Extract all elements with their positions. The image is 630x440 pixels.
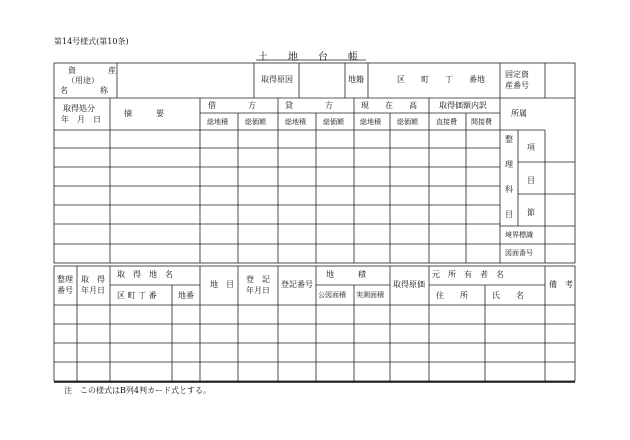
land-category-label: 地 目 xyxy=(210,280,234,289)
former-owner-label: 元 所 有 者 名 xyxy=(432,270,504,279)
history-date-label-2: 年 月 日 xyxy=(61,115,101,124)
current-value-total: 総価額 xyxy=(397,118,418,126)
category-char-1: 整 xyxy=(505,135,513,144)
debit-label: 借 方 xyxy=(208,101,256,110)
public-area-label: 公図面積 xyxy=(318,291,346,299)
map-number-label: 図面番号 xyxy=(505,249,533,257)
upper-frame xyxy=(54,63,575,263)
registration-label-2: 年月日 xyxy=(246,286,270,295)
debit-area-total: 総地積 xyxy=(207,118,228,126)
credit-area-total: 総地積 xyxy=(285,118,306,126)
indirect-cost: 間接費 xyxy=(471,118,492,126)
asset-label-2: （用途） xyxy=(67,76,99,85)
serial-label-2: 番号 xyxy=(57,286,73,295)
item-label: 項 xyxy=(527,143,535,152)
parcel-label: 取 得 地 名 xyxy=(117,270,173,279)
lower-frame xyxy=(54,266,575,381)
affiliation-label: 所属 xyxy=(511,109,527,118)
location-label: 地籍 xyxy=(348,75,364,84)
form-number: 第14号様式(第10条) xyxy=(54,37,129,46)
owner-address-label: 住 所 xyxy=(436,291,468,300)
registry-number-label: 登記番号 xyxy=(281,280,313,289)
reason-label: 取得原因 xyxy=(261,75,293,84)
owner-name-label: 氏 名 xyxy=(492,291,524,300)
acq-cost-label: 取得原価 xyxy=(393,280,425,289)
lot-number-label: 地番 xyxy=(178,291,194,300)
asset-label-3: 名 称 xyxy=(60,86,108,95)
boundary-marker-label: 境界標識 xyxy=(505,231,533,239)
asset-label-1: 資 産 xyxy=(68,66,116,75)
category-char-2: 理 xyxy=(505,160,513,169)
footer-note: 注 この様式はB列4判カード式とする。 xyxy=(64,386,211,395)
serial-label-1: 整理 xyxy=(57,275,73,284)
asset-number-label-2: 産番号 xyxy=(505,81,529,90)
cost-breakdown-label: 取得価額内訳 xyxy=(439,101,487,110)
acq-date-label-2: 年月日 xyxy=(81,286,105,295)
ledger-title: 土 地 台 帳 xyxy=(258,52,358,63)
asset-number-label-1: 固定資 xyxy=(505,70,529,79)
area-label: 地 積 xyxy=(326,270,366,279)
credit-label: 貸 方 xyxy=(285,101,333,110)
item2-label: 目 xyxy=(527,176,535,185)
current-label: 現 在 高 xyxy=(361,101,417,110)
history-date-label-1: 取得処分 xyxy=(63,104,95,113)
address-template: 区 町 丁 番地 xyxy=(397,75,485,84)
category-char-4: 目 xyxy=(505,210,513,219)
summary-label: 摘 要 xyxy=(124,109,164,118)
remarks-label: 備 考 xyxy=(549,280,573,289)
category-char-3: 科 xyxy=(505,185,513,194)
credit-value-total: 総価額 xyxy=(323,118,344,126)
direct-cost: 直接費 xyxy=(436,118,457,126)
debit-value-total: 総価額 xyxy=(245,118,266,126)
registration-label-1: 登 記 xyxy=(246,275,270,284)
current-area-total: 総地積 xyxy=(360,118,381,126)
ward-town-label: 区 町 丁 番 xyxy=(117,291,157,300)
measured-area-label: 実測面積 xyxy=(356,291,384,299)
acq-date-label-1: 取 得 xyxy=(81,275,105,284)
section-label: 節 xyxy=(527,208,535,217)
